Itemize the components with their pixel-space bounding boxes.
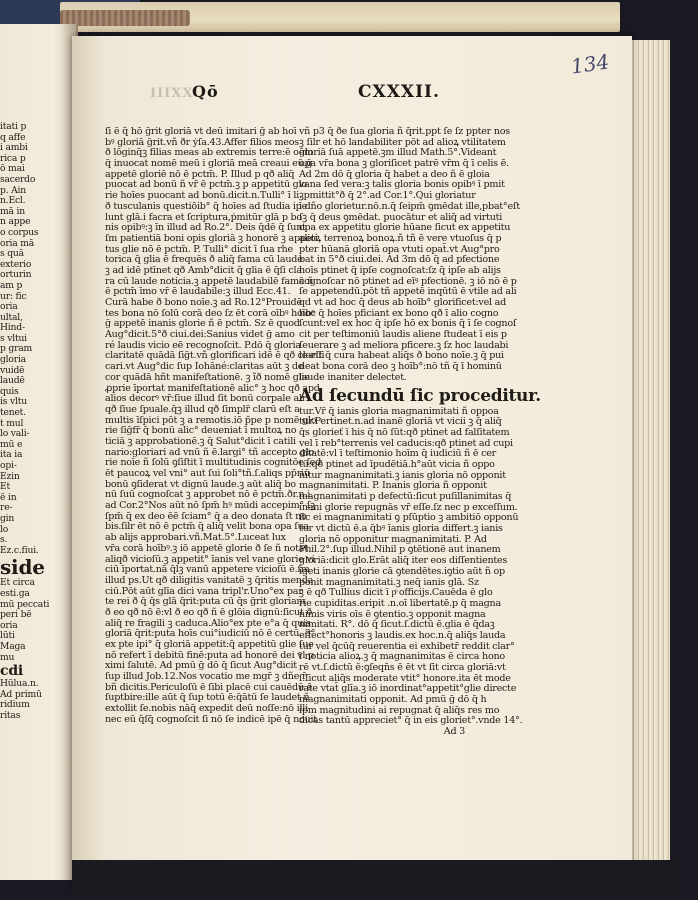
left-fragment: lo <box>0 523 9 535</box>
text-line: nitur magnanimitati.ꝫ ianis gloria nō opponit <box>299 469 506 481</box>
left-fragment: Maga <box>0 640 26 652</box>
text-line: ciū.Pōt aūt glīa dici vana tripl'r.Uno°ex par <box>105 585 303 597</box>
text-line: bat in 5°ð ciui.dei. Ad 3m dō q̄ ad pfectione <box>299 254 500 266</box>
running-head-show-through: IIIXX <box>150 86 194 101</box>
bottom-board <box>72 860 682 900</box>
text-line: cari.vt Aug°dic ſup Iohāné:claritas aūt ꝫ de <box>105 361 304 373</box>
text-line: magnanimitati opponit. Ad pmū ḡ dō q̄ h <box>299 694 487 706</box>
text-line: igeti inanis glorie cā ꝯtendētes.iꝯtio aūt ñ op <box>299 565 505 577</box>
text-line: ſi ē q̄ hō ḡrit gloriā vt deū imitari ḡ ab hoī <box>105 126 297 137</box>
text-line: appetē gloriē nō ē pctm̄. P. Illud p qð aliq̄ <box>105 168 295 180</box>
text-line: gloriā:dicit glo.Erāt aliq̄ iter eos diſſentientes <box>299 555 508 567</box>
running-head-right: CXXXII. <box>358 82 440 102</box>
text-line: alioꝝ terrenoꝝ bonoꝝ.ñ tñ ē vere vtuoſus q̄ p <box>299 232 502 244</box>
text-line: bñ dicitis.Periculoſū ē ſibi placē cui cauēdū ē <box>105 681 312 693</box>
text-line: nō refert ī debitū finē:puta ad honorē dei vl p <box>105 649 314 661</box>
text-line: ī dño glorietur.nō.n.q̄ ſeipm̄ ꝯmēdat ille,pbat°eſt <box>299 200 520 212</box>
text-line: bis.ſilr ēt nō ē pctm̄ q̄ aliq̄ velit bona opa ſua <box>105 521 309 533</box>
text-line: tes bona nō ſolū corā deo ſz ēt corā oībꝰ hoībꝰ <box>105 307 315 319</box>
left-fragment: esti.ga <box>0 587 30 599</box>
running-head-left: Qō <box>192 82 219 101</box>
left-fragment: Ezin <box>0 470 20 482</box>
left-fragment: am p <box>0 279 23 291</box>
left-fragment: gin <box>0 512 15 524</box>
text-line: pter hūanā gloriā opa vtuti opat̄.vt Aug°pro <box>299 243 500 255</box>
text-line: rate vtat̄ glīa.ꝫ iō inordinat°appetit°glie directe <box>299 683 517 695</box>
left-fragment: orturin <box>0 269 32 281</box>
text-line: nimis viris oīs ē ꝯtentio.ꝫ opponit magna <box>299 608 486 620</box>
text-line: q̄ inuocat nomē meū i gloriā meā creaui eū.ḡ <box>105 158 313 170</box>
text-line: ciū īportat.nā q̄lꝫ vanū appetere vicioſū ē.ſm <box>105 564 310 576</box>
text-line: ſꝫ q̄ deus ꝯmēdat. puocātur et aliq̄ ad virtuti <box>299 211 503 223</box>
left-fragment: Ad primū <box>0 688 42 700</box>
left-fragment: ē in <box>0 491 17 503</box>
text-line: tur.Pertinet.n.ad inanē gloriā vt vicii ꝫ q̄ aliq̄ <box>299 416 502 428</box>
text-line: ꝫ ſilr et hō landabiliter pōt ad alioꝝ vtilitatem <box>299 136 506 148</box>
text-line: ſeuerare ꝫ ad meliora pficere.ꝫ ſz hoc laudabi <box>299 339 509 351</box>
left-page <box>0 24 78 880</box>
left-fragment: s. <box>0 534 8 546</box>
left-fragment: o corpus <box>0 226 39 238</box>
left-fragment: mū e <box>0 438 23 450</box>
left-fragment: side <box>0 555 45 580</box>
text-line: qd vt ad hoc q̄ deus ab hoīb° glorificet:vel ad <box>299 297 507 308</box>
text-line: ſe appetendū.pōt tñ appetē inqūtū ē vtile ad ali <box>299 286 517 298</box>
text-line: rē vt.ſ.dictū ē:ꝯſeqn̄s ē ēt vt ſit circa gloriā:vt <box>299 662 506 673</box>
left-fragment: opi- <box>0 460 17 471</box>
text-column-left <box>105 126 325 726</box>
text-line: magnanimitati p defectū:ſicut puſillanimitas q̄ <box>299 491 512 502</box>
left-fragment: cdi <box>0 663 24 680</box>
text-line: rie noīe ñ ſolū ꝯſiſtit ī multitudinis cognitōe ſed <box>105 457 321 469</box>
left-fragment: itati p <box>0 121 27 132</box>
text-line: ticiā ꝫ approbationē.ꝫ q̄ Salut°dicit ī catili <box>105 435 296 447</box>
left-fragment: rica p <box>0 152 26 164</box>
text-line: ſuptbire:ille aūt q̄ ſup totū ē:q̄ātū ſe laudet ñ <box>105 692 310 704</box>
left-fragment: s vltui <box>0 332 27 344</box>
left-fragment: oria mā <box>0 237 35 249</box>
folio-number: 134 <box>569 49 611 79</box>
text-line: ſup illud Job.12.Nos vocatio me mgr̄ ꝫ dñe r̄ <box>105 671 307 683</box>
text-column-right <box>299 126 541 738</box>
text-line: ð lōginq̄ꝫ filias meas ab extremis terre:ē oēm <box>105 147 313 159</box>
text-line: ſpm̄ q̄ ex deo ēē ſciam° q̄ a deo donata ſt no <box>105 510 307 522</box>
text-line: ꝓprie īportat manifeſtationē alic° ꝫ hoc qð apd <box>105 382 320 394</box>
text-line: ꝫ ad idē ptīnet qð Amb°dicit q̄ glia ē q̄ſi cla <box>105 264 302 276</box>
text-line: hoīs ptinet q̄ ipſe cognoſcat:ſz q̄ ipſe ab alijs <box>299 264 501 276</box>
text-line: rie cupiditas.eripit .n.oī libertatē.p q̄ magna <box>299 597 501 609</box>
text-line: multis īſpici pōt ꝫ a remotis.iō p̄pe p nomē glo <box>105 414 317 426</box>
text-line: nario:gloriari ad vnū ñ ē.largi° tñ accepto glo <box>105 446 315 458</box>
text-line: gloriā ſuā appetē.ꝫm illud Math.5°.Videant <box>299 147 497 159</box>
text-line: opa ex appetitu glorie hūane ſicut ex appetitu <box>299 222 511 234</box>
left-fragment: s quā <box>0 248 24 260</box>
text-line: ī noticia alioꝝ.ꝫ q̄ magnanimitas ē circa hono <box>299 651 505 663</box>
text-line: Phil.2°.ſup illud.Nihil p ꝯtētionē aut inanem <box>299 544 501 556</box>
text-line: qð ſiue ſpuale.q̄ꝫ illud qð ſimplr̄ clarū eſt a <box>105 403 300 415</box>
text-line: ð eo qð nō ē:vl ð eo qð ñ ē glōia dignū:ſicut ð <box>105 606 312 618</box>
text-line: bꝰ gloriā ḡrit.vñ ðr ẏſa.43.Affer filios meos <box>105 136 299 148</box>
left-fragment: p gram <box>0 343 33 355</box>
text-line: ditatē:vl ī teſtimonio hoīm q̄ iudiciū ñ ē cer <box>299 448 496 460</box>
text-line: ponit magnanimitati.ꝫ neq̄ ianis glā. Sz <box>299 576 479 588</box>
book-binding-top <box>60 2 620 32</box>
left-fragment: i ambi <box>0 142 28 154</box>
left-fragment: mū peccati <box>0 598 50 610</box>
left-fragment: q affe <box>0 131 26 143</box>
text-line: ēt paucoꝝ vel vni° aut ſui ſoli°tñ.ſ.aliqs pp̄riū <box>105 468 310 479</box>
left-fragment: quis <box>0 385 19 397</box>
text-line: ꝫpmittit°ð q̄ 2°.ad Cor.1°.Qui gloriatur <box>299 190 476 202</box>
text-line: nec eū q̄ſq̄ cognoſcit ſi nō ſe indicē ipē q̄ nouit <box>105 713 317 725</box>
left-fragment: is vltu <box>0 396 27 408</box>
text-line: tus glie nō ē pctm̄. P. Tulli° dicit ī ſua rhe <box>105 243 293 255</box>
text-line: aliqð vicioſū.ꝫ appetit° īanis vel vane glorie vi <box>105 553 315 565</box>
left-fragment: Ez.c.fiui. <box>0 544 39 556</box>
text-line: ē pctm̄ īmo vr̄ ē laudabile:ꝫ illud Ecc.41. <box>105 286 291 298</box>
left-fragment: peri bē <box>0 609 32 621</box>
text-line: gloriā q̄rit:puta hoīs cui°iudiciū nō ē certū. 3° <box>105 628 316 640</box>
text-line: opa vr̄a bona ꝫ gloriſicet patrē vr̄m q̄ ī celis ē. <box>299 158 509 170</box>
text-line: vel ī reb°terrenis vel caducis:qð ptinet ad cupi <box>299 437 513 449</box>
text-line: vana ſed vera:ꝫ talis gloria bonis opibꝰ ī pmit <box>299 179 505 191</box>
text-line: ſm patientiā boni opis gloriā ꝫ honorē ꝫ appeti <box>105 232 318 244</box>
text-line: gloria nō opponitur magnanimitati. P. Ad <box>299 533 487 545</box>
text-line: vr̄a corā hoībꝰ.ꝫ iō appetē glorie ð ſe ñ notat <box>105 542 308 554</box>
left-fragment: p. Ain <box>0 184 27 196</box>
article-heading: Ad ſecundū ſic proceditur. <box>299 385 541 406</box>
left-fragment: vuidē <box>0 364 25 376</box>
text-line: tur vel q̄cūq̄ reuerentia ei exhibetr̄ reddit clar° <box>299 640 515 652</box>
left-fragment: Hūlua.n. <box>0 678 39 690</box>
left-fragment: lo vali- <box>0 428 30 440</box>
left-fragment: gloria <box>0 354 26 366</box>
text-line: vñ p3 q̄ ðe ſua gloria ñ q̄rit.ppt ſe ſz ppter nos <box>299 126 510 137</box>
left-fragment: n appe <box>0 216 31 228</box>
text-line: cognoſcar nō ptinet ad eīꝰ pfectionē. ꝫ iō nō ē p <box>299 275 517 287</box>
text-line: hoc q̄ hoīes pficiant ex bono qð ī alio cogno <box>299 307 499 319</box>
left-fragment: t mul <box>0 417 24 429</box>
text-line: ex pte ipi° q̄ gloriā appetit:q̄ appetitū glie ſue <box>105 639 314 650</box>
text-line: Aug°dicit.5°ð ciui.dei:Sanius videt ḡ amo <box>105 329 295 341</box>
text-line: bonū ꝯſiderat vt dignū laude.ꝫ aūt aliq̄ bo <box>105 478 296 490</box>
left-fragment: ur: fic <box>0 290 27 302</box>
left-fragment: ultal, <box>0 311 23 323</box>
left-fragment: Et circa <box>0 577 35 589</box>
left-fragment: n.Ecl. <box>0 195 26 207</box>
left-fragment: lūti <box>0 630 15 642</box>
text-line: q̄s glorieť ī his q̄ nō ſūt:qð ptinet ad falſitatem <box>299 426 510 438</box>
text-line: magnanimitati. P. Inanis gloria ñ opponit <box>299 480 487 492</box>
text-line: le eſt q̄ cura habeat aliq̄s ð bono noīe.ꝫ q̄ pui <box>299 350 504 362</box>
text-line: effect°honoris ꝫ laudis.ex hoc.n.q̄ aliq̄s lauda <box>299 629 506 641</box>
text-line: ré laudis vicio eē recognoſcit. P.dō q̄ gloria <box>105 339 301 351</box>
text-line: tur.Vr̄ q̄ ianis gloria magnanimitati ñ oppoa <box>299 405 499 417</box>
text-line: deat bona corā deo ꝫ hoīb°:nō tñ q̄ ī hominū <box>299 361 502 373</box>
left-fragment: exterio <box>0 258 32 270</box>
text-line: illud ps.Ut qð diligitis vanitatē ꝫ q̄ritis menda <box>105 574 314 586</box>
text-line: cor quādā hñt manifeſtationē. ꝫ ĩð nomē glie <box>105 371 310 383</box>
text-line: ra cū laude noticia.ꝫ appetē laudabilē famā ñ <box>105 275 313 287</box>
text-line: dicas tantū appreciet° q̄ in eis gloriet°.vnde 14°. <box>299 715 523 727</box>
text-line: nimitati. R°. dō q̄ ſicut.ſ.dictū ē.glia ē q̄daꝫ <box>299 619 495 631</box>
text-line: ſcunt:vel ex hoc q̄ ipſe hō ex bonis q̄ ī ſe cognoſ <box>299 318 517 330</box>
left-fragment: sacerdo <box>0 173 36 185</box>
text-line: ꝫ ē qð Tullius dicit ī pͦ officijs.Cauēda ē glo <box>299 587 493 599</box>
left-fragment: mu <box>0 651 15 663</box>
left-fragment: mā in <box>0 205 25 217</box>
signature-mark: Ad 3 <box>443 726 465 738</box>
left-fragment: tenet. <box>0 407 26 419</box>
text-line: rie hoīes puocant ad bonū.dicit.n.Tulli° ī li. <box>105 190 302 202</box>
text-line: tū:qð ptinet ad īpudētiā.h°aūt vicia ñ oppo <box>299 458 495 470</box>
binding-ribbon <box>60 10 190 26</box>
text-line: lunt glā.i facra et ſcriptura,ṗmitūr glā p bo <box>105 211 302 223</box>
text-line: ad Cor.2°Nos aūt nō ſpm̄ hꝰ mūdi accepim° ſꝫ <box>105 500 315 512</box>
text-line: ð tusculanis questiōib° q̄ hoīes ad ſtudia ipe <box>105 200 307 212</box>
text-line: ḡ appetē inanis glorie ñ ē pctm̄. Sz ē quod <box>105 318 300 330</box>
left-fragment: ritas <box>0 709 21 721</box>
text-line: puocat ad bonū ñ vr̄ ē pctm̄.ꝫ p appetitū glo <box>105 179 307 191</box>
left-fragment: ridium <box>0 699 30 711</box>
text-line: ab alijs approbari.vñ.Mat.5°.Luceat lux <box>105 532 286 544</box>
left-page-text-fragments <box>0 121 50 721</box>
text-line: rie ſiḡfr̄ q̄ bonū alic° deueniat ī multoꝝ no <box>105 425 297 437</box>
left-fragment: laudē <box>0 375 25 387</box>
left-fragment: oria <box>0 619 18 631</box>
text-line: extollit ſe.nobis nāq̄ expedit deū noſſe:nō illi <box>105 703 308 715</box>
left-fragment: Hind- <box>0 322 25 334</box>
text-line: nis opibꝰ:ꝫ īn illud ad Ro.2°. Deis q̄dē q̄ ſunt <box>105 222 306 234</box>
text-line: inani glorie repugnās vr̄ eſſe.ſz nec p exceſſum. <box>299 501 518 513</box>
text-line: ximi ſalutē. Ad pmū ḡ dō q̄ ſicut Aug°dicit <box>105 660 297 672</box>
text-line: cit per teſtimoniū laudis aliene ſtudeat ī eis p <box>299 329 507 341</box>
left-fragment: Et <box>0 481 10 493</box>
text-line: alios decorꝰ vr̄:ſiue illud ſit bonū corpale ali <box>105 393 305 405</box>
left-fragment: oria <box>0 301 18 313</box>
text-line: laude inaniter delectet. <box>299 371 407 383</box>
text-line: nū ſuū cognoſcat ꝫ approbet nō ē pctm̄.ðr.n.i. <box>105 489 313 501</box>
text-line: torica q̄ glia ē frequēs ð aliq̄ fama cū laude <box>105 254 303 266</box>
text-line: ſ.ſicut aliq̄s moderate vtit° honore.ita ēt mode <box>299 672 511 684</box>
text-line: claritatē quādā ſiḡt.vñ glorificari idē ē qð clarifi <box>105 350 325 362</box>
text-line: aliq̄ re fragili ꝫ caduca.Alio°ex pte e°a q̄ quis <box>105 617 311 629</box>
left-fragment: ō mai <box>0 163 25 175</box>
text-line: te rei ð q̄ q̄s glā q̄rit:puta cū q̄s ḡrit gloriam <box>105 596 306 608</box>
left-fragment: ita ia <box>0 449 23 461</box>
text-line: ſic ei magnanimitati ꝯ pſūptio ꝫ ambitiō opponū <box>299 512 519 524</box>
text-line: Curā habe ð bono noīe.ꝫ ad Ro.12°Prouidē <box>105 297 302 308</box>
text-line: Ad 2m dō q̄ gloria q̄ habet a deo ñ ē gloia <box>299 168 490 180</box>
text-line: ipm magnitudini ai repugnat q̄ aliq̄s res mo <box>299 704 500 716</box>
text-line: tur vt dictū ē.a q̄bꝰ īanis gloria differt.ꝫ ianis <box>299 523 503 535</box>
left-fragment: re- <box>0 502 13 514</box>
